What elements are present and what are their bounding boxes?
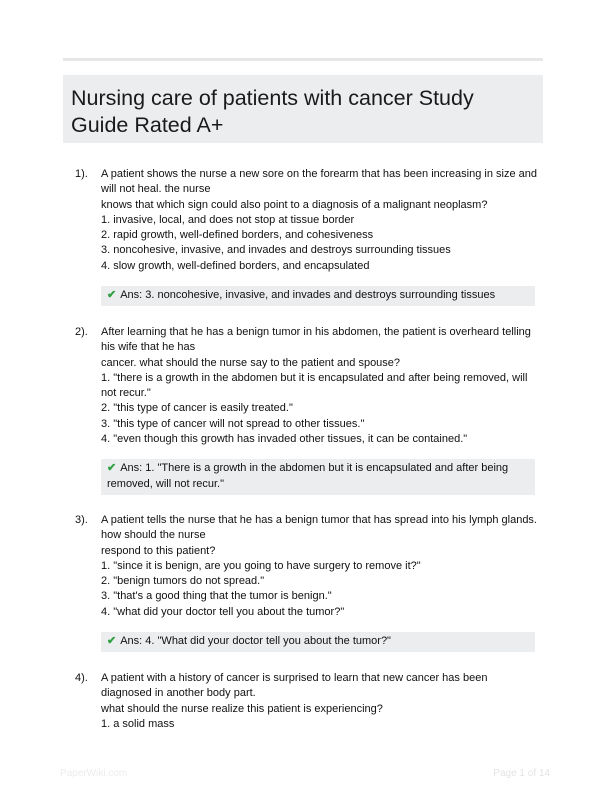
question-line: cancer. what should the nurse say to the patient and spouse? (101, 356, 401, 369)
checkmark-icon: ✔ (107, 462, 117, 475)
option-line: 3. "this type of cancer will not spread to other tissues." (101, 417, 365, 430)
option-line: 1. "there is a growth in the abdomen but it is encapsulated and after being removed, will not recur." (101, 371, 528, 400)
answer-prefix: Ans: (120, 289, 143, 302)
answer-text: 1. "There is a growth in the abdomen but it is encapsulated and after being removed, will not recur." (107, 462, 509, 490)
question-block (75, 167, 540, 306)
question-text (101, 513, 540, 620)
question-text (101, 167, 540, 274)
question-text (101, 325, 540, 447)
answer-prefix: Ans: (120, 462, 143, 475)
answer-text: 3. noncohesive, invasive, and invades and destroys surrounding tissues (145, 289, 496, 302)
option-line: 1. invasive, local, and does not stop at tissue border (101, 213, 355, 226)
option-line: 4. "even though this growth has invaded other tissues, it can be contained." (101, 433, 468, 446)
question-line: A patient with a history of cancer is surprised to learn that new cancer has been diagnosed in another body part. (101, 672, 488, 700)
question-line: what should the nurse realize this patient is experiencing? (101, 702, 383, 715)
question-line: A patient tells the nurse that he has a benign tumor that has spread into his lymph glands. how should the nurse (101, 514, 537, 542)
question-number: 3). (75, 514, 88, 526)
answer-prefix: Ans: (120, 635, 143, 648)
title-banner (63, 75, 543, 143)
option-line: 3. "that's a good thing that the tumor is benign." (101, 590, 332, 603)
option-line: 4. slow growth, well-defined borders, and encapsulated (101, 259, 370, 272)
question-line: knows that which sign could also point to a diagnosis of a malignant neoplasm? (101, 198, 488, 211)
top-divider (63, 58, 543, 61)
option-line: 2. "this type of cancer is easily treated." (101, 402, 293, 415)
option-line: 1. a solid mass (101, 717, 175, 730)
page-title: Nursing care of patients with cancer Study Guide Rated A+ (71, 86, 474, 137)
question-line: respond to this patient? (101, 544, 216, 557)
footer-watermark: PaperWiki.com (60, 768, 128, 779)
answer-box (101, 459, 535, 495)
question-number: 1). (75, 168, 88, 180)
question-block (75, 325, 540, 495)
answer-text: 4. "What did your doctor tell you about the tumor?" (145, 635, 391, 648)
answer-box (101, 286, 535, 306)
question-text (101, 671, 540, 732)
option-line: 4. "what did your doctor tell you about the tumor?" (101, 605, 345, 618)
question-line: A patient shows the nurse a new sore on the forearm that has been increasing in size and will not heal. the nurse (101, 168, 537, 196)
answer-box (101, 632, 535, 652)
checkmark-icon: ✔ (107, 289, 117, 302)
option-line: 1. "since it is benign, are you going to have surgery to remove it?" (101, 559, 421, 572)
question-number: 4). (75, 672, 88, 684)
checkmark-icon: ✔ (107, 635, 117, 648)
question-block (75, 513, 540, 652)
question-number: 2). (75, 326, 88, 338)
question-block (75, 671, 540, 732)
option-line: 2. rapid growth, well-defined borders, and cohesiveness (101, 229, 374, 242)
question-line: After learning that he has a benign tumor in his abdomen, the patient is overheard telling his wife that he has (101, 326, 531, 354)
page-number: Page 1 of 14 (493, 768, 550, 779)
option-line: 2. "benign tumors do not spread." (101, 575, 265, 588)
option-line: 3. noncohesive, invasive, and invades and destroys surrounding tissues (101, 244, 451, 257)
